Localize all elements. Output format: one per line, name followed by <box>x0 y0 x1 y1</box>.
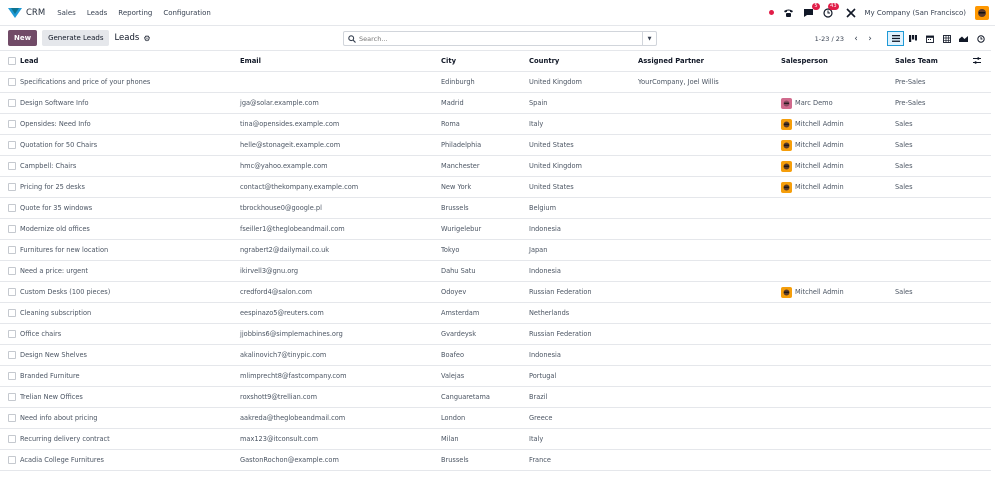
cell-sales-team[interactable] <box>891 324 969 345</box>
salesperson-avatar <box>781 182 792 193</box>
row-checkbox[interactable] <box>8 204 16 212</box>
cell-email[interactable]: mlimprecht8@fastcompany.com <box>240 372 347 380</box>
cell-country[interactable]: Belgium <box>529 204 557 212</box>
salesperson-badge <box>781 98 891 109</box>
cell-lead[interactable]: Need info about pricing <box>20 414 98 422</box>
cell-lead[interactable]: Need a price: urgent <box>20 267 88 275</box>
row-checkbox[interactable] <box>8 141 16 149</box>
pager-and-views <box>815 31 989 46</box>
cell-email[interactable]: credford4@salon.com <box>240 288 313 296</box>
cell-city[interactable]: Boafeo <box>441 351 465 359</box>
cell-city[interactable]: Edinburgh <box>441 78 475 86</box>
salesperson-name: Mitchell Admin <box>795 120 844 128</box>
cell-salesperson[interactable] <box>777 450 891 471</box>
table-row[interactable] <box>0 408 991 429</box>
cell-email[interactable]: max123@itconsult.com <box>240 435 319 443</box>
cell-lead[interactable]: Design New Shelves <box>20 351 87 359</box>
cell-email[interactable]: helle@stonageit.example.com <box>240 141 341 149</box>
row-select-cell <box>0 387 16 408</box>
table-row[interactable] <box>0 303 991 324</box>
kanban-view-button[interactable] <box>904 31 921 46</box>
salesperson-name: Mitchell Admin <box>795 162 844 170</box>
table-row[interactable] <box>0 324 991 345</box>
cell-lead[interactable]: Campbell: Chairs <box>20 162 77 170</box>
row-end-cell <box>969 198 991 219</box>
activities-badge: 43 <box>830 2 837 9</box>
row-end-cell <box>969 72 991 93</box>
row-end-cell <box>969 408 991 429</box>
cell-lead[interactable]: Branded Furniture <box>20 372 80 380</box>
cell-sales-team[interactable] <box>891 408 969 429</box>
cell-country[interactable]: Japan <box>529 246 548 254</box>
cell-salesperson[interactable] <box>777 93 891 114</box>
search-icon <box>348 35 356 43</box>
cell-lead[interactable]: Pricing for 25 desks <box>20 183 85 191</box>
cell-assigned-partner[interactable] <box>634 429 777 450</box>
row-select-cell <box>0 261 16 282</box>
cell-salesperson[interactable] <box>777 261 891 282</box>
row-select-cell <box>0 450 16 471</box>
cell-city[interactable]: Philadelphia <box>441 141 482 149</box>
column-header-country[interactable]: Country <box>529 57 560 65</box>
menu-item-sales[interactable]: Sales <box>57 8 76 17</box>
graph-view-button[interactable] <box>955 31 972 46</box>
salesperson-badge <box>781 182 891 193</box>
cell-salesperson[interactable] <box>777 240 891 261</box>
cell-country[interactable]: Indonesia <box>529 267 561 275</box>
app-logo[interactable] <box>8 8 57 18</box>
table-row[interactable] <box>0 345 991 366</box>
row-end-cell <box>969 282 991 303</box>
cell-sales-team[interactable] <box>891 450 969 471</box>
cell-sales-team[interactable]: Sales <box>895 288 913 296</box>
cell-sales-team[interactable]: Sales <box>895 120 913 128</box>
cell-salesperson[interactable] <box>777 177 891 198</box>
cell-country[interactable]: United States <box>529 183 574 191</box>
table-row[interactable] <box>0 240 991 261</box>
row-end-cell <box>969 93 991 114</box>
row-end-cell <box>969 366 991 387</box>
table-row[interactable] <box>0 114 991 135</box>
messages-menu[interactable] <box>803 2 818 18</box>
salesperson-avatar <box>781 119 792 130</box>
cell-country[interactable]: Greece <box>529 414 553 422</box>
table-row[interactable] <box>0 219 991 240</box>
cell-lead[interactable]: Design Software Info <box>20 99 89 107</box>
row-end-cell <box>969 240 991 261</box>
cell-email[interactable]: GastonRochon@example.com <box>240 456 339 464</box>
top-navbar <box>0 0 995 26</box>
row-select-cell <box>0 282 16 303</box>
row-select-cell <box>0 345 16 366</box>
list-icon <box>892 35 900 42</box>
cell-email[interactable]: tina@opensides.example.com <box>240 120 340 128</box>
new-button[interactable]: New <box>8 30 37 46</box>
messages-badge: 5 <box>814 2 818 9</box>
salesperson-badge <box>781 140 891 151</box>
cell-assigned-partner[interactable] <box>634 156 777 177</box>
cell-city[interactable]: Amsterdam <box>441 309 480 317</box>
cell-city[interactable]: New York <box>441 183 472 191</box>
column-header-email[interactable]: Email <box>240 57 261 65</box>
row-select-cell <box>0 177 16 198</box>
cell-country[interactable]: Indonesia <box>529 351 561 359</box>
row-select-cell <box>0 135 16 156</box>
cell-email[interactable]: akalinovich7@tinypic.com <box>240 351 327 359</box>
row-select-cell <box>0 198 16 219</box>
row-select-cell <box>0 72 16 93</box>
cell-lead[interactable]: Specifications and price of your phones <box>20 78 151 86</box>
cell-assigned-partner[interactable] <box>634 387 777 408</box>
cell-salesperson[interactable] <box>777 387 891 408</box>
row-end-cell <box>969 345 991 366</box>
cell-salesperson[interactable] <box>777 345 891 366</box>
cell-lead[interactable]: Trelian New Offices <box>20 393 83 401</box>
cell-city[interactable]: Canguaretama <box>441 393 490 401</box>
cell-city[interactable]: Roma <box>441 120 460 128</box>
status-dot-icon <box>769 10 774 15</box>
cell-sales-team[interactable] <box>891 366 969 387</box>
leads-table <box>0 50 991 471</box>
calendar-view-button[interactable] <box>921 31 938 46</box>
row-checkbox[interactable] <box>8 393 16 401</box>
cell-lead[interactable]: Quotation for 50 Chairs <box>20 141 98 149</box>
pivot-view-button[interactable] <box>938 31 955 46</box>
cell-sales-team[interactable]: Sales <box>895 141 913 149</box>
cell-email[interactable]: jjobbins6@simplemachines.org <box>240 330 343 338</box>
row-checkbox[interactable] <box>8 78 16 86</box>
app-name: CRM <box>26 7 46 18</box>
cell-country[interactable]: United Kingdom <box>529 78 582 86</box>
cell-city[interactable]: Brussels <box>441 204 469 212</box>
cell-assigned-partner[interactable] <box>634 261 777 282</box>
cell-assigned-partner[interactable] <box>634 345 777 366</box>
table-row[interactable] <box>0 156 991 177</box>
cell-city[interactable]: Madrid <box>441 99 464 107</box>
row-select-cell <box>0 93 16 114</box>
salesperson-name: Mitchell Admin <box>795 183 844 191</box>
cell-assigned-partner[interactable] <box>634 282 777 303</box>
row-end-cell <box>969 303 991 324</box>
cell-email[interactable] <box>236 72 437 93</box>
select-all-checkbox[interactable] <box>8 57 16 65</box>
column-header-city[interactable]: City <box>441 57 456 65</box>
cell-lead[interactable]: Recurring delivery contract <box>20 435 110 443</box>
cell-email[interactable]: tbrockhouse0@google.pl <box>240 204 322 212</box>
menu-item-reporting[interactable]: Reporting <box>118 8 153 17</box>
search-input[interactable] <box>356 33 642 45</box>
row-end-cell <box>969 450 991 471</box>
cell-lead[interactable]: Cleaning subscription <box>20 309 92 317</box>
cell-sales-team[interactable] <box>891 261 969 282</box>
cell-email[interactable]: eespinazo5@reuters.com <box>240 309 324 317</box>
cell-email[interactable]: contact@thekompany.example.com <box>240 183 359 191</box>
row-select-cell <box>0 156 16 177</box>
calendar-icon <box>926 35 934 43</box>
cell-assigned-partner[interactable] <box>634 114 777 135</box>
cell-lead[interactable]: Office chairs <box>20 330 62 338</box>
cell-city[interactable]: Brussels <box>441 456 469 464</box>
cell-country[interactable]: Russian Federation <box>529 288 592 296</box>
cell-sales-team[interactable]: Sales <box>895 162 913 170</box>
cell-city[interactable]: Dahu Satu <box>441 267 476 275</box>
generate-leads-button[interactable]: Generate Leads <box>42 30 109 46</box>
row-select-cell <box>0 114 16 135</box>
row-checkbox[interactable] <box>8 351 16 359</box>
salesperson-avatar <box>781 287 792 298</box>
cell-salesperson[interactable] <box>777 282 891 303</box>
company-switcher[interactable]: My Company (San Francisco) <box>864 8 966 17</box>
row-select-cell <box>0 429 16 450</box>
cell-assigned-partner[interactable] <box>634 177 777 198</box>
cell-lead[interactable]: Opensides: Need Info <box>20 120 91 128</box>
cell-assigned-partner[interactable] <box>634 198 777 219</box>
cell-country[interactable]: Portugal <box>529 372 557 380</box>
row-checkbox[interactable] <box>8 309 16 317</box>
cell-country[interactable]: Spain <box>529 99 548 107</box>
table-header-row <box>0 51 991 72</box>
cell-assigned-partner[interactable] <box>634 303 777 324</box>
cell-assigned-partner[interactable] <box>634 408 777 429</box>
table-row[interactable] <box>0 93 991 114</box>
cell-country[interactable]: Italy <box>529 120 544 128</box>
cell-email[interactable]: fseiller1@theglobeandmail.com <box>240 225 345 233</box>
cell-email[interactable]: hmc@yahoo.example.com <box>240 162 328 170</box>
cell-assigned-partner[interactable] <box>634 219 777 240</box>
row-select-cell <box>0 366 16 387</box>
menu-item-leads[interactable]: Leads <box>86 8 108 17</box>
table-row[interactable] <box>0 72 991 93</box>
cell-salesperson[interactable] <box>777 198 891 219</box>
kanban-icon <box>909 35 917 42</box>
salesperson-avatar <box>781 140 792 151</box>
row-end-cell <box>969 429 991 450</box>
salesperson-avatar <box>781 161 792 172</box>
cell-salesperson[interactable] <box>777 114 891 135</box>
cell-sales-team[interactable] <box>891 219 969 240</box>
cell-lead[interactable]: Custom Desks (100 pieces) <box>20 288 111 296</box>
cell-lead[interactable]: Modernize old offices <box>20 225 90 233</box>
salesperson-name: Mitchell Admin <box>795 288 844 296</box>
cell-country[interactable]: Indonesia <box>529 225 561 233</box>
search-options-toggle[interactable]: ▼ <box>642 32 656 45</box>
cell-city[interactable]: Tokyo <box>441 246 460 254</box>
column-header-salesperson[interactable]: Salesperson <box>781 57 828 65</box>
select-all-cell <box>0 51 16 72</box>
clock-icon <box>977 35 985 43</box>
row-end-cell <box>969 387 991 408</box>
table-row[interactable] <box>0 177 991 198</box>
cell-salesperson[interactable] <box>777 324 891 345</box>
sliders-icon <box>973 57 981 64</box>
cell-country[interactable]: United States <box>529 141 574 149</box>
cell-city[interactable]: Manchester <box>441 162 480 170</box>
row-checkbox[interactable] <box>8 225 16 233</box>
pager-value[interactable]: 1-23 / 23 <box>814 34 844 43</box>
cell-assigned-partner[interactable] <box>634 366 777 387</box>
cell-email[interactable]: roxshott9@trellian.com <box>240 393 318 401</box>
row-checkbox[interactable] <box>8 372 16 380</box>
column-header-sales-team[interactable]: Sales Team <box>895 57 938 65</box>
cell-salesperson[interactable] <box>777 156 891 177</box>
row-end-cell <box>969 135 991 156</box>
cell-assigned-partner[interactable] <box>634 135 777 156</box>
menu-item-configuration[interactable]: Configuration <box>163 8 211 17</box>
salesperson-avatar <box>781 98 792 109</box>
salesperson-name: Mitchell Admin <box>795 141 844 149</box>
row-end-cell <box>969 261 991 282</box>
table-row[interactable] <box>0 366 991 387</box>
row-checkbox[interactable] <box>8 288 16 296</box>
cell-city[interactable]: Milan <box>441 435 459 443</box>
row-checkbox[interactable] <box>8 330 16 338</box>
row-checkbox[interactable] <box>8 183 16 191</box>
optional-columns-toggle[interactable] <box>969 51 991 72</box>
row-select-cell <box>0 303 16 324</box>
row-checkbox[interactable] <box>8 120 16 128</box>
column-header-lead[interactable]: Lead <box>20 57 39 65</box>
cell-country[interactable]: Italy <box>529 435 544 443</box>
table-row[interactable] <box>0 135 991 156</box>
cell-sales-team[interactable]: Pre-Sales <box>895 99 926 107</box>
table-row[interactable] <box>0 429 991 450</box>
cell-sales-team[interactable] <box>891 303 969 324</box>
row-checkbox[interactable] <box>8 414 16 422</box>
area-chart-icon <box>959 35 968 42</box>
row-end-cell <box>969 324 991 345</box>
cell-city[interactable]: Odoyev <box>441 288 467 296</box>
salesperson-badge <box>781 287 891 298</box>
cell-sales-team[interactable]: Sales <box>895 183 913 191</box>
cell-sales-team[interactable] <box>891 240 969 261</box>
leads-table-body <box>0 72 991 471</box>
systray <box>769 2 989 20</box>
cell-salesperson[interactable] <box>777 72 891 93</box>
cell-sales-team[interactable]: Pre-Sales <box>895 78 926 86</box>
row-checkbox[interactable] <box>8 246 16 254</box>
row-select-cell <box>0 324 16 345</box>
cell-salesperson[interactable] <box>777 429 891 450</box>
control-panel <box>0 26 995 50</box>
row-checkbox[interactable] <box>8 99 16 107</box>
list-view-button[interactable] <box>887 31 904 46</box>
main-menu <box>57 9 211 17</box>
view-switcher <box>887 31 989 46</box>
cell-country[interactable]: United Kingdom <box>529 162 582 170</box>
pivot-table-icon <box>943 35 951 43</box>
row-select-cell <box>0 219 16 240</box>
row-end-cell <box>969 114 991 135</box>
cell-salesperson[interactable] <box>777 366 891 387</box>
row-end-cell <box>969 219 991 240</box>
gear-icon[interactable]: ⚙ <box>143 33 151 43</box>
pager-next-button[interactable]: › <box>868 33 872 44</box>
user-avatar[interactable] <box>975 6 989 20</box>
row-end-cell <box>969 177 991 198</box>
cell-country[interactable]: France <box>529 456 551 464</box>
cell-city[interactable]: London <box>441 414 466 422</box>
search-bar <box>343 31 657 46</box>
row-checkbox[interactable] <box>8 267 16 275</box>
row-end-cell <box>969 156 991 177</box>
cell-assigned-partner[interactable] <box>634 240 777 261</box>
cell-assigned-partner[interactable] <box>634 93 777 114</box>
cell-country[interactable]: Brazil <box>529 393 548 401</box>
cell-salesperson[interactable] <box>777 135 891 156</box>
cell-sales-team[interactable] <box>891 387 969 408</box>
cell-email[interactable]: jga@solar.example.com <box>240 99 319 107</box>
cell-country[interactable]: Russian Federation <box>529 330 592 338</box>
table-row[interactable] <box>0 198 991 219</box>
cell-salesperson[interactable] <box>777 219 891 240</box>
row-checkbox[interactable] <box>8 456 16 464</box>
cell-email[interactable]: ikirvell3@gnu.org <box>240 267 299 275</box>
cell-assigned-partner[interactable] <box>634 324 777 345</box>
salesperson-badge <box>781 119 891 130</box>
table-row[interactable] <box>0 450 991 471</box>
cell-sales-team[interactable] <box>891 429 969 450</box>
cell-lead[interactable]: Acadia College Furnitures <box>20 456 104 464</box>
activity-view-button[interactable] <box>972 31 989 46</box>
table-row[interactable] <box>0 387 991 408</box>
column-header-assigned-partner[interactable]: Assigned Partner <box>638 57 705 65</box>
pager-previous-button[interactable]: ‹ <box>854 33 858 44</box>
salesperson-name: Marc Demo <box>795 99 833 107</box>
cell-salesperson[interactable] <box>777 408 891 429</box>
cell-city[interactable]: Wurigelebur <box>441 225 482 233</box>
breadcrumb-title: Leads <box>114 33 140 43</box>
cell-country[interactable]: Netherlands <box>529 309 570 317</box>
cell-sales-team[interactable] <box>891 345 969 366</box>
cell-city[interactable]: Valejas <box>441 372 465 380</box>
cell-assigned-partner[interactable]: YourCompany, Joel Willis <box>638 78 719 86</box>
row-checkbox[interactable] <box>8 162 16 170</box>
row-checkbox[interactable] <box>8 435 16 443</box>
user-face-icon <box>976 7 988 19</box>
cell-email[interactable]: aakreda@theglobeandmail.com <box>240 414 346 422</box>
row-select-cell <box>0 240 16 261</box>
crm-logo-icon <box>8 8 22 18</box>
chat-icon <box>803 8 814 18</box>
activities-menu[interactable] <box>823 2 837 18</box>
cell-city[interactable]: Gvardeysk <box>441 330 477 338</box>
tools-icon[interactable] <box>846 8 856 18</box>
cell-lead[interactable]: Furnitures for new location <box>20 246 109 254</box>
cell-assigned-partner[interactable] <box>634 450 777 471</box>
cell-lead[interactable]: Quote for 35 windows <box>20 204 93 212</box>
row-select-cell <box>0 408 16 429</box>
cell-sales-team[interactable] <box>891 198 969 219</box>
cell-salesperson[interactable] <box>777 303 891 324</box>
salesperson-badge <box>781 161 891 172</box>
cell-email[interactable]: ngrabert2@dailymail.co.uk <box>240 246 330 254</box>
table-row[interactable] <box>0 282 991 303</box>
table-row[interactable] <box>0 261 991 282</box>
phone-icon[interactable] <box>783 8 794 18</box>
